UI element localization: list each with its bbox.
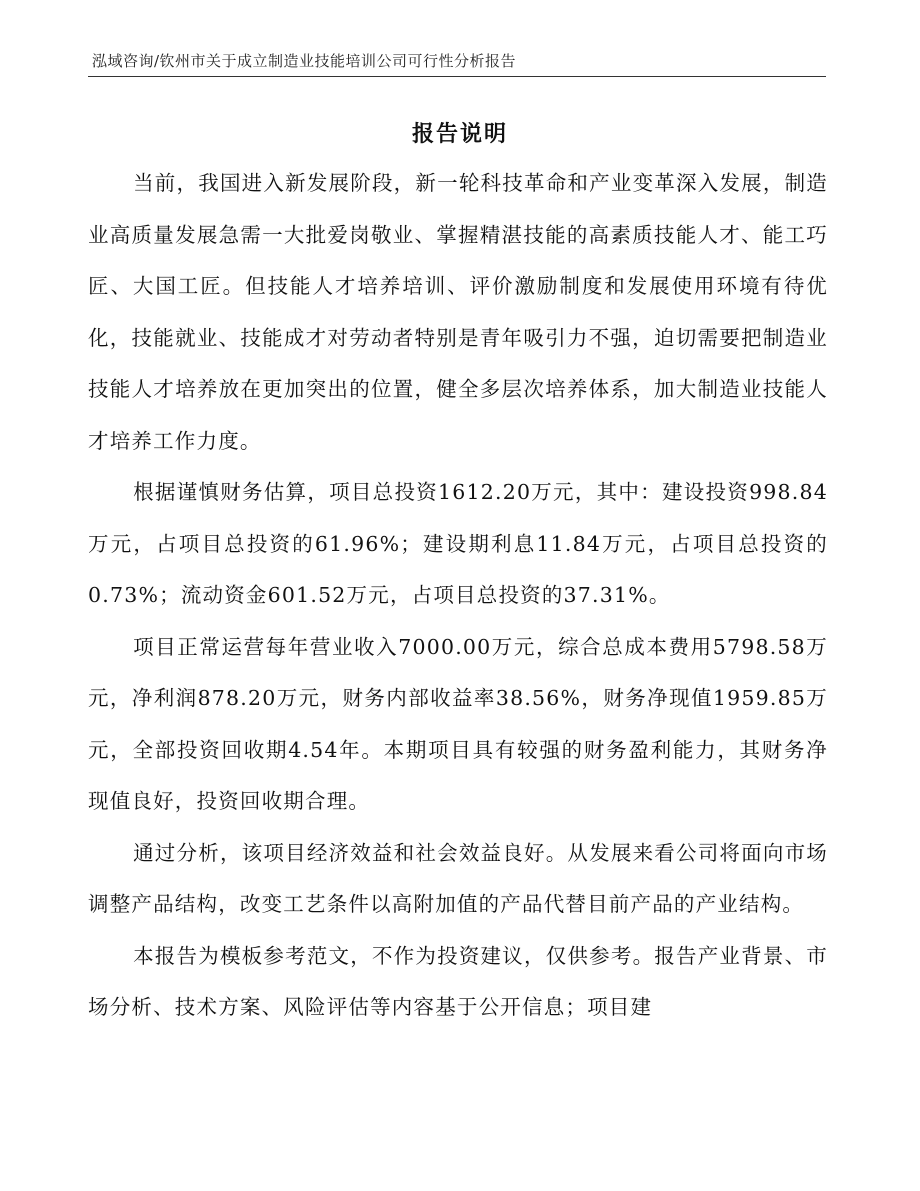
paragraph-disclaimer: 本报告为模板参考范文，不作为投资建议，仅供参考。报告产业背景、市场分析、技术方案、风险评估等内容基于公开信息；项目建 bbox=[88, 943, 828, 1019]
running-header: 泓域咨询/钦州市关于成立制造业技能培训公司可行性分析报告 bbox=[92, 52, 517, 70]
report-body bbox=[88, 158, 828, 1034]
paragraph-investment: 根据谨慎财务估算，项目总投资1612.20万元，其中：建设投资998.84万元，占项目总投资的61.96%；建设期利息11.84万元，占项目总投资的0.73%；流动资金601.52万元，占项目总投资的37.31%。 bbox=[88, 480, 828, 607]
header-divider bbox=[88, 76, 826, 77]
paragraph-financials: 项目正常运营每年营业收入7000.00万元，综合总成本费用5798.58万元，净利润878.20万元，财务内部收益率38.56%，财务净现值1959.85万元，全部投资回收期4.54年。本期项目具有较强的财务盈利能力，其财务净现值良好，投资回收期合理。 bbox=[88, 634, 828, 813]
paragraph-background: 当前，我国进入新发展阶段，新一轮科技革命和产业变革深入发展，制造业高质量发展急需一大批爱岗敬业、掌握精湛技能的高素质技能人才、能工巧匠、大国工匠。但技能人才培养培训、评价激励制度和发展使用环境有待优化，技能就业、技能成才对劳动者特别是青年吸引力不强，迫切需要把制造业技能人才培养放在更加突出的位置，健全多层次培养体系，加大制造业技能人才培养工作力度。 bbox=[88, 171, 828, 453]
section-title: 报告说明 bbox=[411, 121, 508, 147]
paragraph-analysis: 通过分析，该项目经济效益和社会效益良好。从发展来看公司将面向市场调整产品结构，改变工艺条件以高附加值的产品代替目前产品的产业结构。 bbox=[88, 840, 828, 916]
